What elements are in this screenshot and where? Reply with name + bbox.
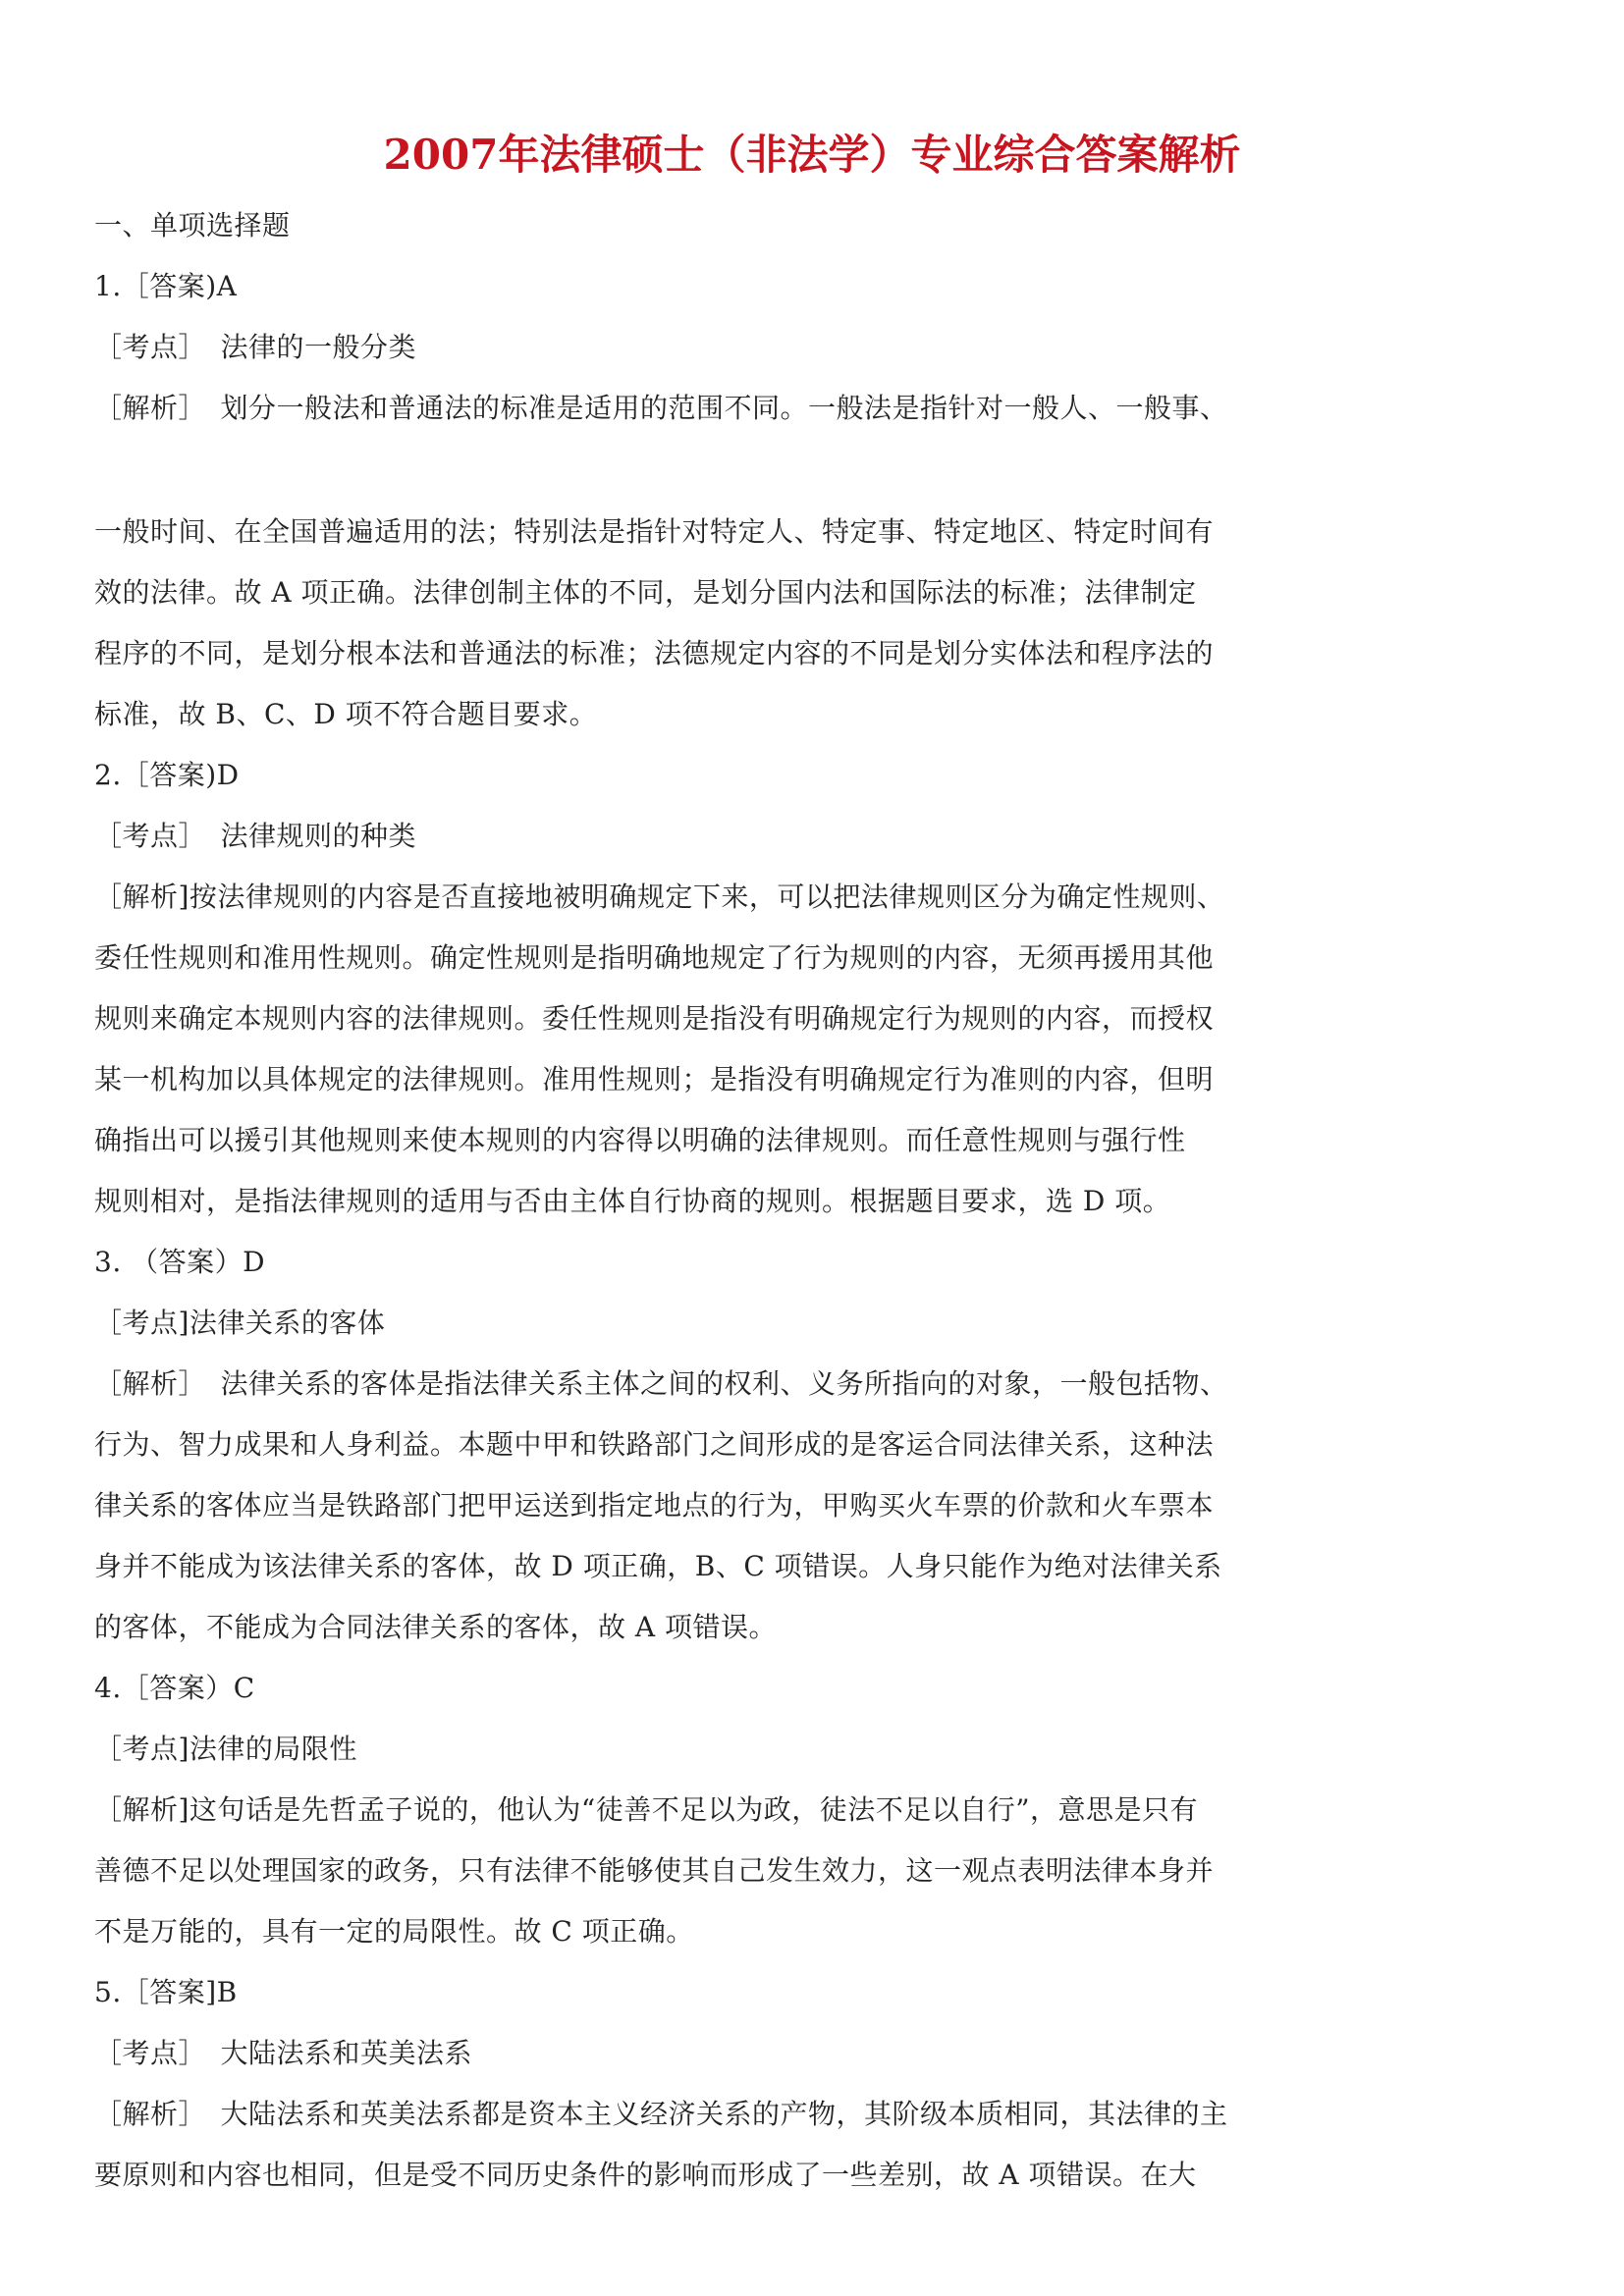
answer-5-line: 5.［答案]B — [94, 1976, 238, 2008]
paragraph-line: 确指出可以援引其他规则来使本规则的内容得以明确的法律规则。而任意性规则与强行性 — [94, 1124, 1186, 1156]
answer-5-topic: ［考点］ 大陆法系和英美法系 — [94, 2037, 473, 2069]
answer-3-topic: ［考点]法律关系的客体 — [94, 1307, 386, 1339]
paragraph-line: 身并不能成为该法律关系的客体，故 D 项正确，B、C 项错误。人身只能作为绝对法律关系 — [94, 1550, 1222, 1582]
answer-1-line: 1.［答案)A — [94, 270, 238, 302]
answer-4-analysis: ［解析]这句话是先哲孟子说的，他认为“徒善不足以为政，徒法不足以自行”，意思是只有 — [94, 1793, 1199, 1826]
paragraph-line: 效的法律。故 A 项正确。法律创制主体的不同，是划分国内法和国际法的标准；法律制定 — [94, 576, 1197, 609]
paragraph-line: 标准，故 B、C、D 项不符合题目要求。 — [94, 698, 598, 730]
answer-1-analysis: ［解析］ 划分一般法和普通法的标准是适用的范围不同。一般法是指针对一般人、一般事、 — [94, 392, 1228, 424]
paragraph-line: 的客体，不能成为合同法律关系的客体，故 A 项错误。 — [94, 1611, 778, 1643]
document-title: 2007年法律硕士（非法学）专业综合答案解析 — [383, 131, 1241, 179]
paragraph-line: 不是万能的，具有一定的局限性。故 C 项正确。 — [94, 1915, 694, 1948]
answer-2-line: 2.［答案)D — [94, 759, 240, 791]
paragraph-line: 规则相对，是指法律规则的适用与否由主体自行协商的规则。根据题目要求，选 D 项。 — [94, 1185, 1171, 1217]
answer-4-topic: ［考点]法律的局限性 — [94, 1733, 357, 1765]
paragraph-line: 委任性规则和准用性规则。确定性规则是指明确地规定了行为规则的内容，无须再援用其他 — [94, 941, 1215, 974]
answer-3-line: 3. （答案）D — [94, 1246, 266, 1278]
paragraph-line: 行为、智力成果和人身利益。本题中甲和铁路部门之间形成的是客运合同法律关系，这种法 — [94, 1428, 1215, 1461]
paragraph-line: 一般时间、在全国普遍适用的法；特别法是指针对特定人、特定事、特定地区、特定时间有 — [94, 515, 1215, 548]
section-heading: 一、单项选择题 — [94, 209, 291, 241]
answer-2-topic: ［考点］ 法律规则的种类 — [94, 820, 417, 852]
answer-5-analysis: ［解析］ 大陆法系和英美法系都是资本主义经济关系的产物，其阶级本质相同，其法律的主 — [94, 2098, 1228, 2130]
answer-3-analysis: ［解析］ 法律关系的客体是指法律关系主体之间的权利、义务所指向的对象，一般包括物、 — [94, 1367, 1228, 1400]
paragraph-line: 律关系的客体应当是铁路部门把甲运送到指定地点的行为，甲购买火车票的价款和火车票本 — [94, 1489, 1215, 1522]
answer-2-analysis: ［解析]按法律规则的内容是否直接地被明确规定下来，可以把法律规则区分为确定性规则、 — [94, 881, 1225, 913]
answer-1-topic: ［考点］ 法律的一般分类 — [94, 331, 417, 363]
paragraph-line: 程序的不同，是划分根本法和普通法的标准；法德规定内容的不同是划分实体法和程序法的 — [94, 637, 1215, 669]
paragraph-line: 善德不足以处理国家的政务，只有法律不能够使其自己发生效力，这一观点表明法律本身并 — [94, 1854, 1215, 1887]
paragraph-line: 规则来确定本规则内容的法律规则。委任性规则是指没有明确规定行为规则的内容，而授权 — [94, 1002, 1215, 1035]
paragraph-line: 要原则和内容也相同，但是受不同历史条件的影响而形成了一些差别，故 A 项错误。在大 — [94, 2159, 1197, 2191]
paragraph-line: 某一机构加以具体规定的法律规则。准用性规则；是指没有明确规定行为准则的内容，但明 — [94, 1063, 1215, 1095]
answer-4-line: 4.［答案）C — [94, 1672, 255, 1704]
